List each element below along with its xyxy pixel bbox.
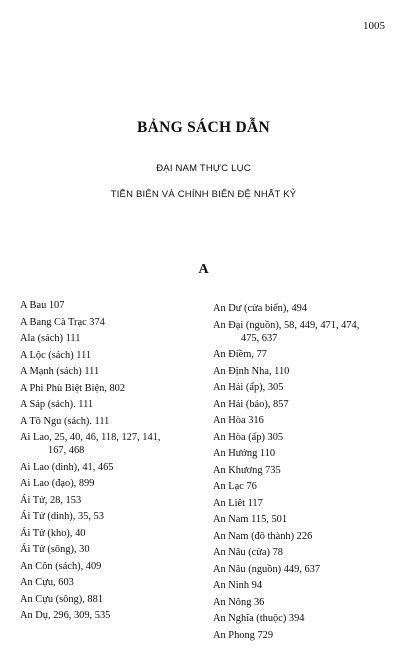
index-entry bbox=[20, 316, 105, 329]
index-entry-text: An Phong 729 bbox=[213, 629, 274, 641]
index-entry bbox=[213, 497, 263, 510]
index-entry bbox=[20, 576, 74, 589]
index-entry-text: An Định Nha, 110 bbox=[213, 365, 290, 377]
index-entry-text: Ái Tử (dinh), 35, 53 bbox=[20, 511, 104, 522]
index-entry bbox=[213, 447, 275, 460]
index-entry-text: An Đại (nguồn), 58, 449, 471, 474, bbox=[213, 319, 360, 331]
index-entry bbox=[213, 414, 264, 427]
index-entry-text: An Khương 735 bbox=[213, 464, 281, 476]
index-title: BẢNG SÁCH DẪN bbox=[136, 119, 271, 136]
index-entry bbox=[213, 546, 283, 559]
index-entry-text: An Hướng 110 bbox=[213, 448, 276, 459]
index-entry bbox=[213, 513, 287, 526]
index-entry-text: An Dụ, 296, 309, 535 bbox=[20, 610, 111, 621]
index-entry-text: An Hải (bảo), 857 bbox=[213, 398, 289, 410]
index-entry-text: An Côn (sách), 409 bbox=[20, 560, 102, 572]
index-entry bbox=[20, 543, 90, 556]
index-entry-text: A Sáp (sách). 111 bbox=[20, 399, 94, 410]
index-entry bbox=[213, 302, 307, 315]
index-entry-continuation: 475, 637 bbox=[241, 332, 278, 344]
index-entry-text: An Nông 36 bbox=[213, 596, 265, 608]
index-entry-text: An Nghĩa (thuộc) 394 bbox=[213, 613, 305, 624]
volume-title: TIỀN BIÊN VÀ CHÍNH BIÊN ĐỆ NHẤT KỶ bbox=[110, 189, 297, 200]
index-entry-text: An Lạc 76 bbox=[213, 481, 257, 492]
index-entry-text: An Nam 115, 501 bbox=[213, 514, 288, 525]
index-entry-text: An Điềm, 77 bbox=[213, 349, 267, 360]
index-entry-text: A Lộc (sách) 111 bbox=[20, 349, 92, 361]
index-entry bbox=[20, 299, 64, 312]
index-entry-text: A Phi Phù Biệt Biện, 802 bbox=[20, 382, 126, 394]
index-entry-text: Ai Lao (dinh), 41, 465 bbox=[20, 461, 114, 473]
index-entry-text: Ái Tử (sông), 30 bbox=[20, 544, 90, 555]
index-entry bbox=[20, 431, 160, 457]
index-entry bbox=[20, 527, 85, 540]
index-entry-text: A Bang Cà Trạc 374 bbox=[20, 316, 105, 328]
index-entry bbox=[20, 461, 114, 474]
index-entry bbox=[213, 348, 267, 361]
index-entry bbox=[213, 579, 262, 592]
index-entry bbox=[20, 609, 110, 622]
index-entry-text: Ái Tử (kho), 40 bbox=[20, 527, 86, 539]
index-entry-text: Ái Tử, 28, 153 bbox=[20, 494, 82, 506]
index-entry-text: An Nam (đô thành) 226 bbox=[213, 530, 313, 542]
index-entry bbox=[20, 510, 104, 523]
index-entry bbox=[20, 382, 125, 395]
index-entry bbox=[213, 398, 289, 411]
index-entry bbox=[213, 480, 257, 493]
index-entry-text: An Hòa (ấp) 305 bbox=[213, 431, 284, 443]
index-entry-text: A Bau 107 bbox=[20, 300, 65, 311]
index-entry bbox=[213, 629, 273, 642]
index-entry-text: An Cựu (sông), 881 bbox=[20, 593, 103, 605]
index-entry-text: An Cựu, 603 bbox=[20, 577, 74, 588]
index-entry-text: An Dư (cửa biển), 494 bbox=[213, 303, 308, 314]
index-entry bbox=[20, 494, 81, 507]
index-entry bbox=[213, 319, 359, 345]
index-entry-text: Ala (sách) 111 bbox=[20, 333, 81, 344]
index-entry bbox=[20, 398, 93, 411]
index-entry bbox=[20, 365, 99, 378]
index-entry-text: An Hải (ấp), 305 bbox=[213, 382, 284, 393]
index-entry-continuation: 167, 468 bbox=[48, 445, 85, 456]
index-entry bbox=[20, 332, 80, 345]
index-entry-text: Ai Lao, 25, 40, 46, 118, 127, 141, bbox=[20, 432, 161, 443]
index-entry bbox=[213, 431, 283, 444]
index-entry-text: An Liêt 117 bbox=[213, 497, 263, 509]
index-entry bbox=[213, 530, 312, 543]
section-letter: A bbox=[198, 262, 209, 277]
index-entry bbox=[213, 563, 320, 576]
index-entry-text: An Ninh 94 bbox=[213, 580, 263, 591]
index-entry-text: A Tô Ngu (sách). 111 bbox=[20, 415, 110, 427]
index-entry-text: Ai Lao (đạo), 899 bbox=[20, 478, 95, 489]
index-entry bbox=[213, 365, 289, 378]
index-entry bbox=[213, 381, 283, 394]
index-entry bbox=[20, 593, 103, 606]
index-entry bbox=[213, 464, 281, 477]
index-entry bbox=[20, 349, 91, 362]
index-entry bbox=[20, 477, 94, 490]
index-entry bbox=[213, 596, 264, 609]
page-number: 1005 bbox=[363, 20, 385, 32]
index-entry bbox=[20, 415, 109, 428]
index-entry bbox=[213, 612, 304, 625]
index-entry-text: An Nâu (nguồn) 449, 637 bbox=[213, 563, 321, 575]
book-title: ĐẠI NAM THỰC LỤC bbox=[156, 163, 251, 174]
index-entry-text: An Nâu (cửa) 78 bbox=[213, 547, 283, 558]
index-entry-text: A Mạnh (sách) 111 bbox=[20, 366, 100, 377]
index-entry bbox=[20, 560, 101, 573]
index-entry-text: An Hòa 316 bbox=[213, 415, 264, 426]
